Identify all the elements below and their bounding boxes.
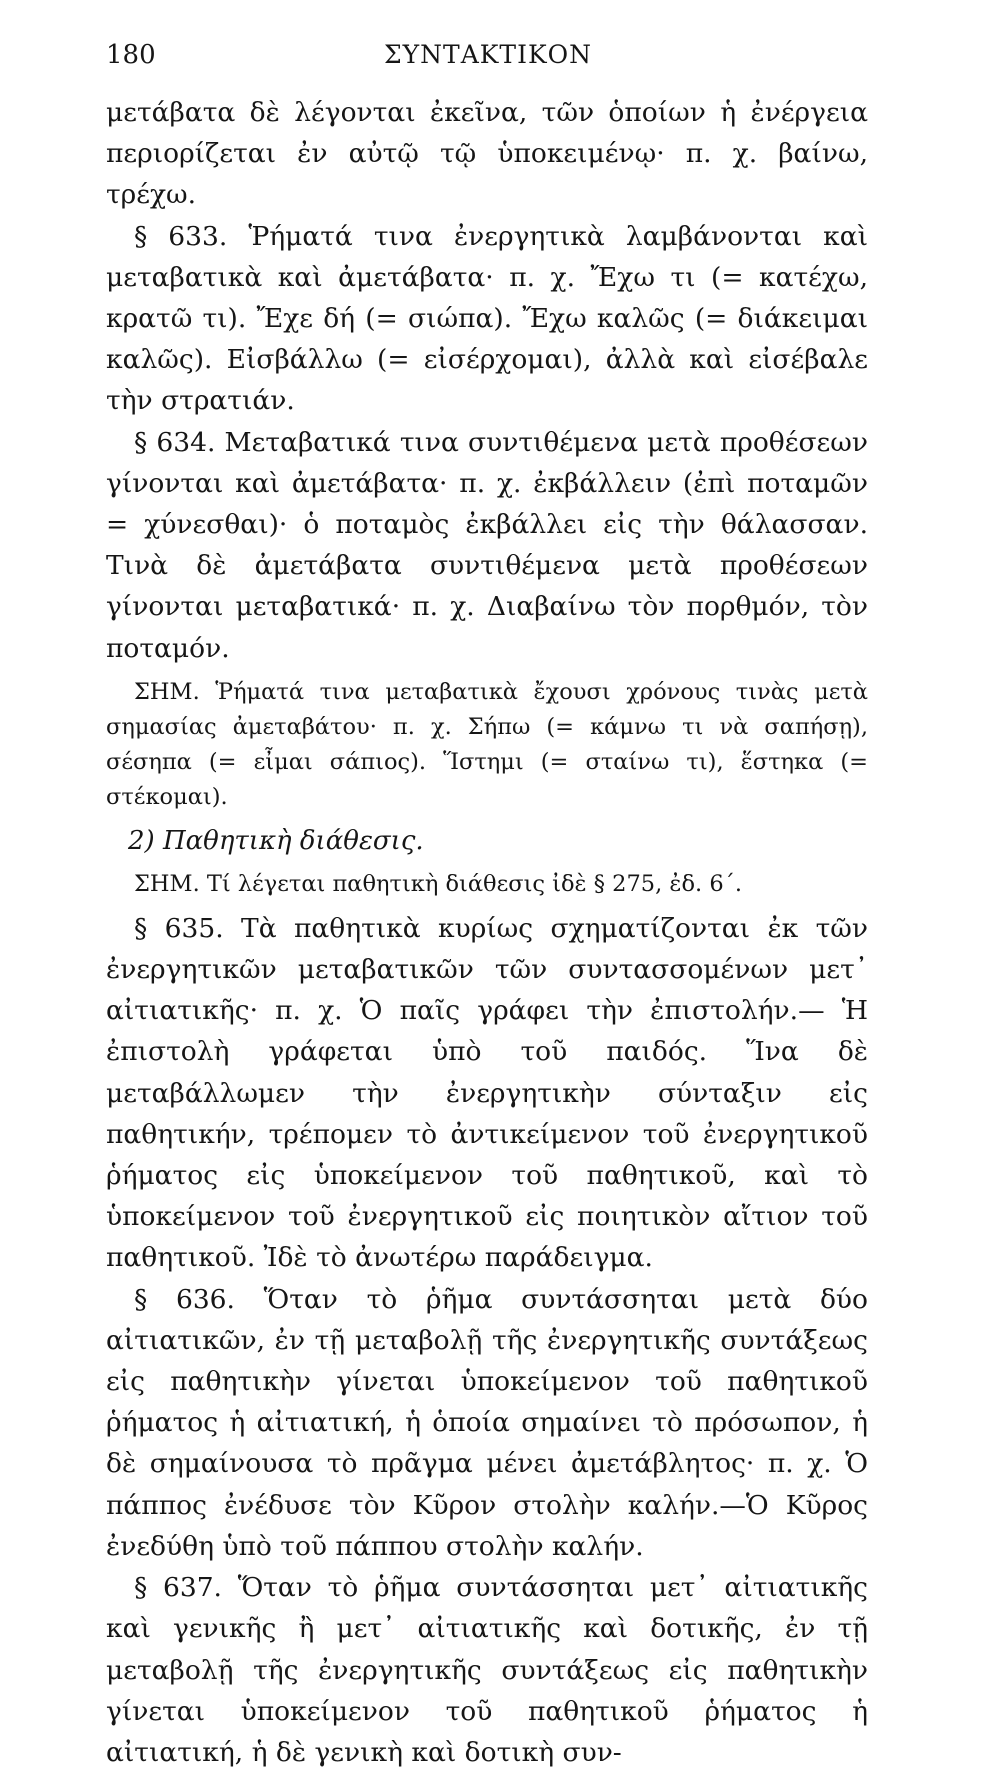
section-635: § 635. Τὰ παθητικὰ κυρίως σχηματίζονται ἐκ τῶν ἐνεργητικῶν μεταβατικῶν τῶν συντασσομένων μετ᾽ αἰτιατικῆς· π. χ. Ὁ παῖς γράφει τὴν ἐπιστολήν.— Ἡ ἐπιστολὴ γράφεται ὑπὸ τοῦ παιδός. Ἵνα δὲ μεταβάλλωμεν τὴν ἐνεργητικὴν σύνταξιν εἰς παθητικήν, τρέπομεν τὸ ἀντικείμενον τοῦ ἐνεργητικοῦ ῥήματος εἰς ὑποκείμενον τοῦ παθητικοῦ, καὶ τὸ ὑποκείμενον τοῦ ἐνεργητικοῦ εἰς ποιητικὸν αἴτιον τοῦ παθητικοῦ. Ἰδὲ τὸ ἀνωτέρω παράδειγμα. (106, 912, 868, 1274)
paragraph-continuation: μετάβατα δὲ λέγονται ἐκεῖνα, τῶν ὁποίων ἡ ἐνέργεια περιορίζεται ἐν αὐτῷ τῷ ὑποκειμένῳ· π. χ. βαίνω, τρέχω. (106, 97, 868, 211)
body-text (106, 92, 868, 1773)
subheading-passive-voice: 2) Παθητικὴ διάθεσις. (128, 825, 424, 856)
note-634: ΣΗΜ. Ῥήματά τινα μεταβατικὰ ἔχουσι χρόνους τινὰς μετὰ σημασίας ἀμεταβάτου· π. χ. Σήπω (= κάμνω τι νὰ σαπήσῃ), σέσηπα (= εἶμαι σάπιος). Ἵστημι (= σταίνω τι), ἕστηκα (= στέκομαι). (106, 678, 868, 810)
page-header (106, 40, 870, 80)
section-634: § 634. Μεταβατικά τινα συντιθέμενα μετὰ προθέσεων γίνονται καὶ ἀμετάβατα· π. χ. ἐκβάλλειν (ἐπὶ ποταμῶν = χύνεσθαι)· ὁ ποταμὸς ἐκβάλλει εἰς τὴν θάλασσαν. Τινὰ δὲ ἀμετάβατα συντιθέμενα μετὰ προθέσεων γίνονται μεταβατικά· π. χ. Διαβαίνω τὸν πορθμόν, τὸν ποταμόν. (106, 426, 868, 664)
page-number: 180 (106, 40, 156, 70)
note-passive: ΣΗΜ. Τί λέγεται παθητικὴ διάθεσις ἰδὲ § 275, ἐδ. 6΄. (134, 870, 743, 897)
section-633: § 633. Ῥήματά τινα ἐνεργητικὰ λαμβάνονται καὶ μεταβατικὰ καὶ ἀμετάβατα· π. χ. Ἔχω τι (= κατέχω, κρατῶ τι). Ἔχε δή (= σιώπα). Ἔχω καλῶς (= διάκειμαι καλῶς). Εἰσβάλλω (= εἰσέρχομαι), ἀλλὰ καὶ εἰσέβαλε τὴν στρατιάν. (106, 220, 868, 417)
section-636: § 636. Ὅταν τὸ ῥῆμα συντάσσηται μετὰ δύο αἰτιατικῶν, ἐν τῇ μεταβολῇ τῆς ἐνεργητικῆς συντάξεως εἰς παθητικὴν γίνεται ὑποκείμενον τοῦ παθητικοῦ ῥήματος ἡ αἰτιατική, ἡ ὁποία σημαίνει τὸ πρόσωπον, ἡ δὲ σημαίνουσα τὸ πρᾶγμα μένει ἀμετάβλητος· π. χ. Ὁ πάππος ἐνέδυσε τὸν Κῦρον στολὴν καλήν.—Ὁ Κῦρος ἐνεδύθη ὑπὸ τοῦ πάππου στολὴν καλήν. (106, 1283, 868, 1562)
section-637: § 637. Ὅταν τὸ ῥῆμα συντάσσηται μετ᾽ αἰτιατικῆς καὶ γενικῆς ἢ μετ᾽ αἰτιατικῆς καὶ δοτικῆς, ἐν τῇ μεταβολῇ τῆς ἐνεργητικῆς συντάξεως εἰς παθητικὴν γίνεται ὑποκείμενον τοῦ παθητικοῦ ῥήματος ἡ αἰτιατική, ἡ δὲ γενικὴ καὶ δοτικὴ συν- (106, 1572, 868, 1768)
running-title: ΣΥΝΤΑΚΤΙΚΟΝ (383, 40, 593, 69)
